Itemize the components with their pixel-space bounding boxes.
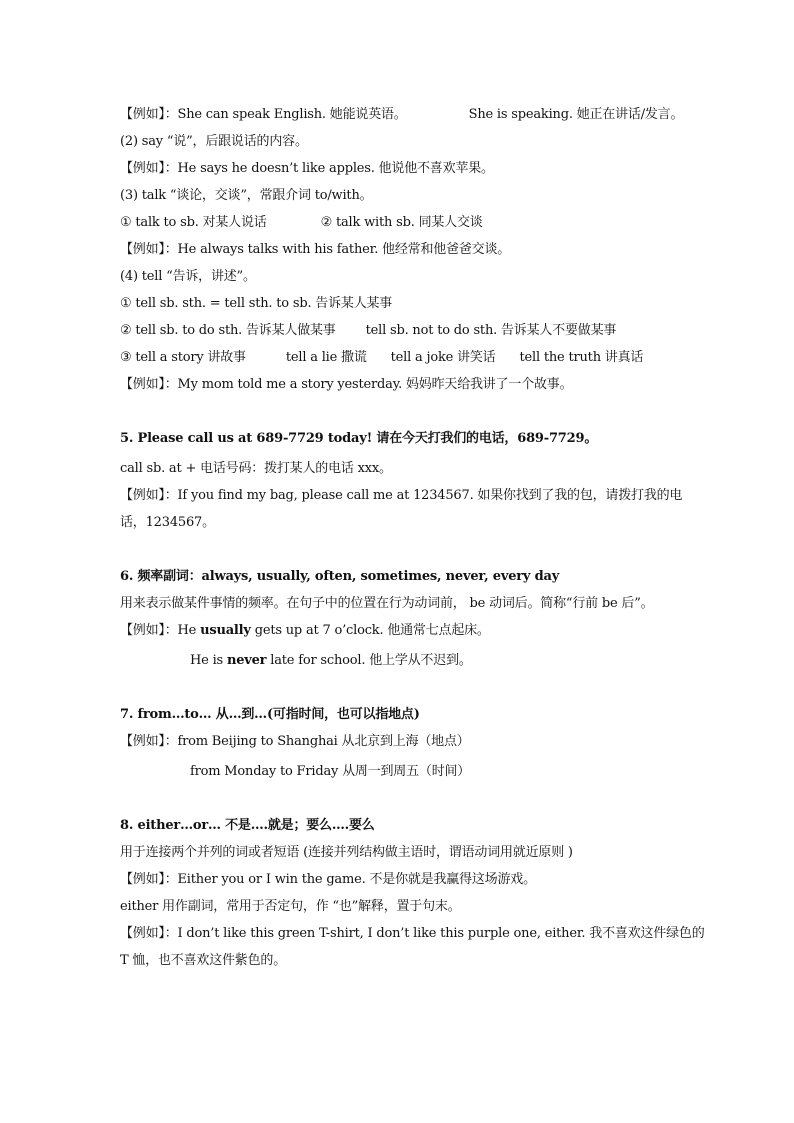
talk-usage-line [120,214,483,232]
section-5-heading: 5. Please call us at 689-7729 today! 请在今天打我们的电话，689-7729。 [120,431,598,446]
talk-with-usage: ② talk with sb. 同某人交谈 [320,215,483,230]
example-never-c: late for school. 他上学从不迟到。 [266,653,472,668]
tell-not-to-do: tell sb. not to do sth. 告诉某人不要做某事 [365,323,617,338]
example-call-cont: 话，1234567。 [120,515,215,530]
example-speak-a: 【例如】：She can speak English. 她能说英语。 [120,107,407,122]
tell-to-do: ② tell sb. to do sth. 告诉某人做某事 [120,323,336,338]
example-never-a: He is [190,653,227,668]
section-7-heading: 7. from…to… 从…到…(可指时间，也可以指地点) [120,707,420,722]
tell-phrases [120,349,643,367]
tell-definition: (4) tell “告诉，讲述”。 [120,269,256,284]
example-speak-line [120,106,683,124]
either-adverb-rule: either 用作副词，常用于否定句，作 “也”解释，置于句末。 [120,899,461,914]
call-usage: call sb. at + 电话号码：拨打某人的电话 xxx。 [120,461,392,476]
example-call: 【例如】：If you find my bag, please call me at 1234567. 如果你找到了我的包，请拨打我的电 [120,488,683,503]
section-6-heading: 6. 频率副词：always, usually, often, sometimes, never, every day [120,569,560,584]
example-never [190,652,472,670]
section-8-heading: 8. either…or… 不是….就是；要么….要么 [120,818,375,833]
tell-the-truth: tell the truth 讲真话 [519,350,644,365]
example-say: 【例如】：He says he doesn’t like apples. 他说他不喜欢苹果。 [120,161,494,176]
talk-definition: (3) talk “谈论，交谈”，常跟介词 to/with。 [120,188,373,203]
example-speak-b: She is speaking. 她正在讲话/发言。 [468,107,684,122]
example-from-to-place: 【例如】：from Beijing to Shanghai 从北京到上海（地点） [120,734,470,749]
example-usually [120,622,490,640]
tell-usage-2 [120,322,616,340]
example-never-bold: never [226,653,267,668]
example-talk: 【例如】：He always talks with his father. 他经常和他爸爸交谈。 [120,242,511,257]
example-either-cont: T 恤，也不喜欢这件紫色的。 [120,953,287,968]
example-tell: 【例如】：My mom told me a story yesterday. 妈妈昨天给我讲了一个故事。 [120,377,573,392]
example-usually-bold: usually [200,623,251,638]
frequency-rule: 用来表示做某件事情的频率。在句子中的位置在行为动词前， be 动词后。简称“行前 be 后”。 [120,596,654,611]
example-from-to-time: from Monday to Friday 从周一到周五（时间） [190,764,471,779]
example-usually-c: gets up at 7 o’clock. 他通常七点起床。 [250,623,490,638]
tell-a-joke: tell a joke 讲笑话 [390,350,496,365]
either-or-rule: 用于连接两个并列的词或者短语 (连接并列结构做主语时，谓语动词用就近原则 ) [120,845,573,860]
tell-usage-1: ① tell sb. sth. = tell sth. to sb. 告诉某人某事 [120,296,393,311]
example-either-or: 【例如】：Either you or I win the game. 不是你就是我赢得这场游戏。 [120,872,536,887]
example-either: 【例如】：I don’t like this green T-shirt, I don’t like this purple one, either. 我不喜欢这件绿色的 [120,926,705,941]
tell-a-story: ③ tell a story 讲故事 [120,350,246,365]
example-usually-a: 【例如】：He [120,623,201,638]
tell-a-lie: tell a lie 撒谎 [285,350,367,365]
say-definition: (2) say “说”，后跟说话的内容。 [120,134,308,149]
talk-to-usage: ① talk to sb. 对某人说话 [120,215,267,230]
